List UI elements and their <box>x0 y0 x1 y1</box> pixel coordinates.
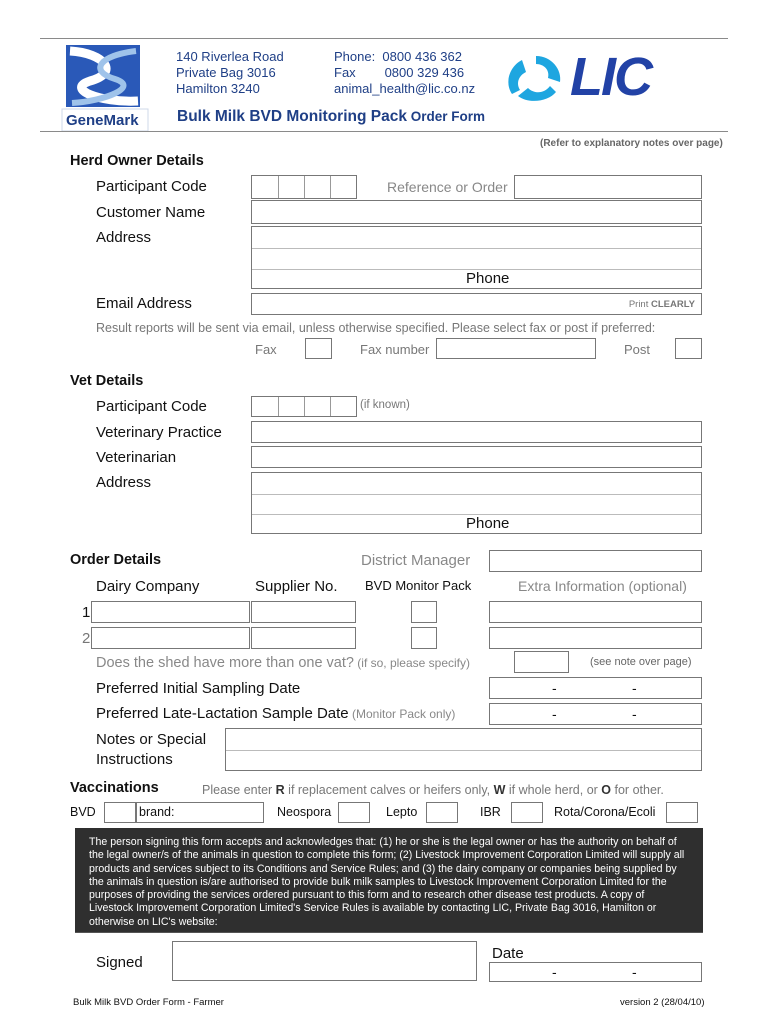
bvd-monitor-pack-checkbox-1[interactable] <box>411 601 437 623</box>
vet-heading: Vet Details <box>70 373 144 389</box>
order-heading: Order Details <box>70 552 162 568</box>
herd-participant-code-label: Participant Code <box>96 178 207 195</box>
initial-date-sep-2: - <box>632 680 637 696</box>
multiple-vat-text: Does the shed have more than one vat? <box>96 655 354 671</box>
multiple-vat-input[interactable] <box>514 651 569 673</box>
neospora-checkbox[interactable] <box>338 802 370 823</box>
vaccinations-instruction <box>202 783 664 797</box>
reference-or-order-label: Reference or Order <box>387 179 508 195</box>
ibr-checkbox[interactable] <box>511 802 543 823</box>
supplier-no-label: Supplier No. <box>255 578 338 595</box>
supplier-no-input-2[interactable] <box>251 627 356 649</box>
legal-acknowledgement: The person signing this form accepts and acknowledges that: (1) he or she is the legal owner or has the authority on behalf of the legal owner/s of the animals in question to complete this form; (2) Livestock Improvement Corporation Limited will supply all products and services subject to its Conditions and Service Rules; and (3) the dairy company or companies being supplied by the animals in question is/are authorised to provide bulk milk samples to Livestock Improvement Corporation Limited for the purposes of providing the services ordered pursuant to this form and to research other disease test products. A copy of Livestock Improvement Corporation Limited's Service Rules is available by contacting LIC, Private Bag 3016, Hamilton or otherwise on LIC's website: <box>75 828 703 932</box>
late-lactation-date-input[interactable] <box>489 703 702 725</box>
vet-practice-label: Veterinary Practice <box>96 424 222 441</box>
see-note-hint: (see note over page) <box>590 656 692 668</box>
phone-line: Phone: 0800 436 362 <box>334 49 462 64</box>
district-manager-input[interactable] <box>489 550 702 572</box>
monitor-pack-only-hint: (Monitor Pack only) <box>348 707 456 721</box>
notes-label-line-2: Instructions <box>96 751 173 768</box>
bvd-vacc-label: BVD <box>70 805 96 819</box>
explanatory-note: (Refer to explanatory notes over page) <box>540 138 723 149</box>
late-date-sep-1: - <box>552 706 557 722</box>
late-lactation-label <box>96 705 455 722</box>
lic-swirl-icon <box>504 52 568 104</box>
district-manager-label: District Manager <box>361 552 471 569</box>
fax-number-input[interactable] <box>436 338 596 359</box>
vet-participant-code-label: Participant Code <box>96 398 207 415</box>
email-address-label: Email Address <box>96 295 192 312</box>
extra-info-input-1[interactable] <box>489 601 702 623</box>
sig-date-sep-1: - <box>552 964 557 980</box>
vet-address-label: Address <box>96 474 152 491</box>
result-report-note: Result reports will be sent via email, unless otherwise specified. Please select fax or post if preferred: <box>96 321 656 335</box>
dairy-company-input-2[interactable] <box>91 627 250 649</box>
supplier-no-input-1[interactable] <box>251 601 356 623</box>
address-line-2: Private Bag 3016 <box>176 65 276 80</box>
signature-input[interactable] <box>172 941 477 981</box>
vet-phone-label: Phone <box>466 515 510 532</box>
customer-name-label: Customer Name <box>96 204 206 221</box>
fax-number-label: Fax number <box>360 342 430 357</box>
initial-sampling-date-input[interactable] <box>489 677 702 699</box>
fax-option-checkbox[interactable] <box>305 338 332 359</box>
veterinarian-input[interactable] <box>251 446 702 468</box>
herd-phone-label: Phone <box>466 270 510 287</box>
rota-corona-ecoli-checkbox[interactable] <box>666 802 698 823</box>
initial-date-sep-1: - <box>552 680 557 696</box>
genemark-wordmark: GeneMark <box>66 112 139 129</box>
address-line-3: Hamilton 3240 <box>176 81 260 96</box>
signature-date-input[interactable] <box>489 962 702 982</box>
fax-option-label: Fax <box>255 342 277 357</box>
veterinarian-label: Veterinarian <box>96 449 177 466</box>
reference-or-order-input[interactable] <box>514 175 702 199</box>
vaccinations-heading: Vaccinations <box>70 780 159 796</box>
legal-bottom-rule <box>75 932 703 933</box>
print-clearly-hint <box>629 299 695 310</box>
print-prefix: Print <box>628 299 651 310</box>
instr-o: O <box>601 783 612 797</box>
header <box>0 0 770 149</box>
sig-date-sep-2: - <box>632 964 637 980</box>
header-bottom-rule <box>40 131 728 132</box>
signed-label: Signed <box>96 954 143 971</box>
multiple-vat-question <box>96 655 470 671</box>
herd-address-label: Address <box>96 229 152 246</box>
form-title-suffix: Order Form <box>406 109 485 124</box>
instr-r: R <box>275 783 285 797</box>
form-title <box>177 108 485 126</box>
bvd-monitor-pack-checkbox-2[interactable] <box>411 627 437 649</box>
form-title-main: Bulk Milk BVD Monitoring Pack <box>177 108 407 125</box>
bvd-monitor-pack-label: BVD Monitor Pack <box>365 578 472 593</box>
herd-participant-code-input[interactable] <box>251 175 357 199</box>
order-row-1-number: 1 <box>82 604 91 621</box>
late-lactation-text: Preferred Late-Lactation Sample Date <box>96 705 349 722</box>
print-clearly: CLEARLY <box>651 299 695 310</box>
instr-w: W <box>493 783 506 797</box>
dairy-company-input-1[interactable] <box>91 601 250 623</box>
instr-post: for other. <box>611 783 664 797</box>
vet-participant-code-input[interactable] <box>251 396 357 417</box>
instr-pre: Please enter <box>202 783 276 797</box>
notes-label-line-1: Notes or Special <box>96 731 207 748</box>
lic-wordmark: LIC <box>570 47 651 107</box>
rota-corona-ecoli-label: Rota/Corona/Ecoli <box>554 805 656 819</box>
initial-sampling-label: Preferred Initial Sampling Date <box>96 680 301 697</box>
herd-owner-heading: Herd Owner Details <box>70 153 204 169</box>
post-option-checkbox[interactable] <box>675 338 702 359</box>
lic-logo <box>504 47 704 107</box>
vet-practice-input[interactable] <box>251 421 702 443</box>
lepto-label: Lepto <box>386 805 418 819</box>
email-address-input[interactable] <box>251 293 702 315</box>
ibr-label: IBR <box>480 805 501 819</box>
instr-mid1: if replacement calves or heifers only, <box>284 783 494 797</box>
header-top-rule <box>40 38 728 39</box>
bvd-vacc-checkbox[interactable] <box>104 802 136 823</box>
bvd-brand-input[interactable] <box>136 802 264 823</box>
instr-mid2: if whole herd, or <box>505 783 602 797</box>
address-line-1: 140 Riverlea Road <box>176 49 284 64</box>
extra-info-label: Extra Information (optional) <box>518 578 687 594</box>
extra-info-input-2[interactable] <box>489 627 702 649</box>
late-date-sep-2: - <box>632 706 637 722</box>
fax-line: Fax 0800 329 436 <box>334 65 465 80</box>
date-label: Date <box>492 945 524 962</box>
if-known-hint: (if known) <box>360 399 410 411</box>
dairy-company-label: Dairy Company <box>96 578 200 595</box>
genemark-logo <box>60 43 152 133</box>
multiple-vat-hint: (if so, please specify) <box>353 656 470 670</box>
bvd-brand-label: brand: <box>139 805 175 819</box>
lepto-checkbox[interactable] <box>426 802 458 823</box>
footer-version: version 2 (28/04/10) <box>620 997 705 1008</box>
notes-input[interactable] <box>225 728 702 771</box>
footer-form-name: Bulk Milk BVD Order Form - Farmer <box>73 997 224 1008</box>
customer-name-input[interactable] <box>251 200 702 224</box>
neospora-label: Neospora <box>277 805 332 819</box>
post-option-label: Post <box>624 342 651 357</box>
email-line: animal_health@lic.co.nz <box>334 81 476 96</box>
order-row-2-number: 2 <box>82 630 91 647</box>
